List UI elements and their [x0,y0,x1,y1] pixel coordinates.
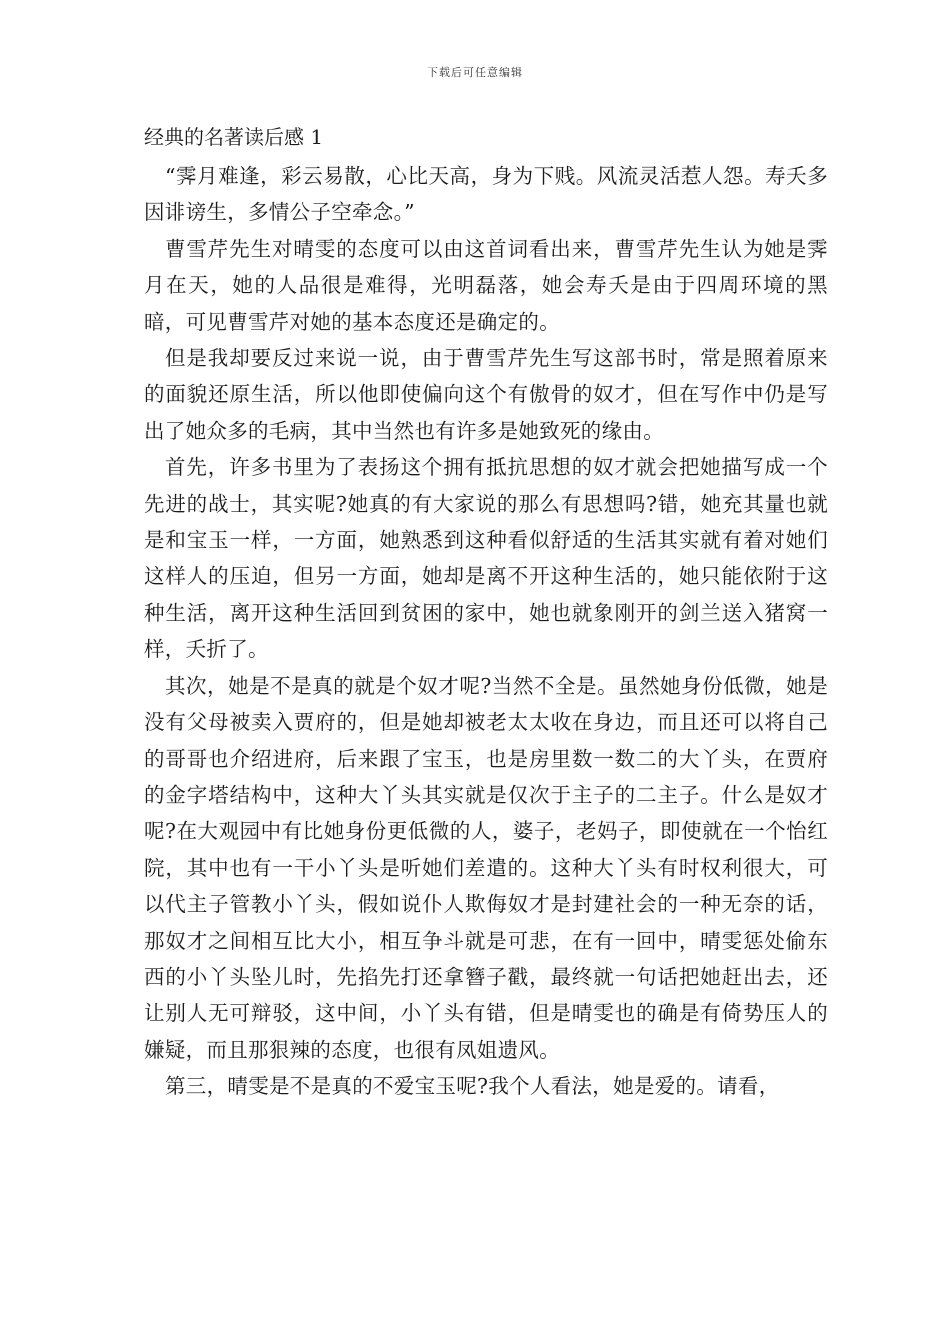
page-header: 下载后可任意编辑 [427,66,523,79]
paragraph-first-point: 首先，许多书里为了表扬这个拥有抵抗思想的奴才就会把她描写成一个先进的战士，其实呢?她真的有大家说的那么有思想吗?错，她充其量也就是和宝玉一样，一方面，她熟悉到这种看似舒适的生活其实就有着对她们这样人的压迫，但另一方面，她却是离不开这种生活的，她只能依附于这种生活，离开这种生活回到贫困的家中，她也就象刚开的剑兰送入猪窝一样，夭折了。 [144,455,828,662]
document-title: 经典的名著读后感 1 [144,125,324,149]
paragraph-third-point: 第三，晴雯是不是真的不爱宝玉呢?我个人看法，她是爱的。请看， [165,1074,780,1099]
document-body [144,118,828,1105]
paragraph-author-attitude: 曹雪芹先生对晴雯的态度可以由这首词看出来，曹雪芹先生认为她是霁月在天，她的人品很是难得，光明磊落，她会寿夭是由于四周环境的黑暗，可见曹雪芹对她的基本态度还是确定的。 [144,236,828,334]
paragraph-flaws: 但是我却要反过来说一说，由于曹雪芹先生写这部书时，常是照着原来的面貌还原生活，所以他即使偏向这个有傲骨的奴才，但在写作中仍是写出了她众多的毛病，其中当然也有许多是她致死的缘由。 [144,346,828,443]
paragraph-poem: “霁月难逢，彩云易散，心比天高，身为下贱。风流灵活惹人怨。寿夭多因诽谤生，多情公子空牵念。” [144,164,828,225]
paragraph-second-point: 其次，她是不是真的就是个奴才呢?当然不全是。虽然她身份低微，她是没有父母被卖入贾府的，但是她却被老太太收在身边，而且还可以将自己的哥哥也介绍进府，后来跟了宝玉，也是房里数一数二的大丫头，在贾府的金字塔结构中，这种大丫头其实就是仅次于主子的二主子。什么是奴才呢?在大观园中有比她身份更低微的人，婆子，老妈子，即使就在一个怡红院，其中也有一干小丫头是听她们差遣的。这种大丫头有时权利很大，可以代主子管教小丫头，假如说仆人欺侮奴才是封建社会的一种无奈的话，那奴才之间相互比大小，相互争斗就是可悲，在有一回中，晴雯惩处偷东西的小丫头坠儿时，先掐先打还拿簪子戳，最终就一句话把她赶出去，还让别人无可辩驳，这中间，小丫头有错，但是晴雯也的确是有倚势压人的嫌疑，而且那狠辣的态度，也很有凤姐遗风。 [144,673,828,1062]
